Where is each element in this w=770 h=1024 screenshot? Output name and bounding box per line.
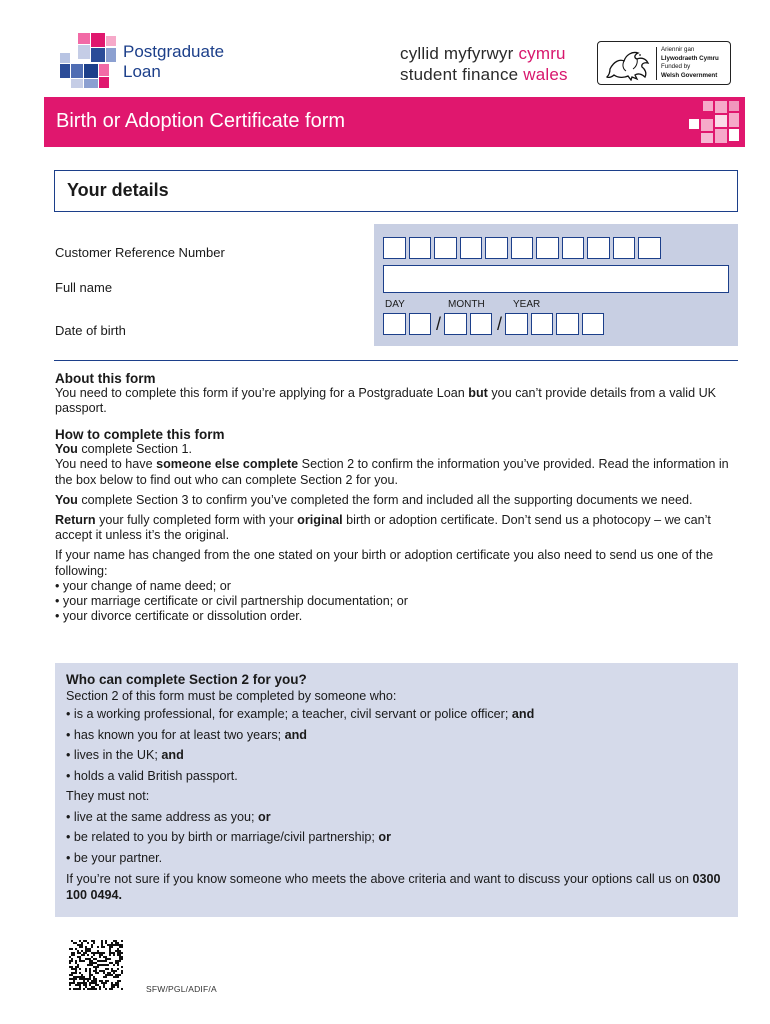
dob-year-box[interactable] (582, 313, 605, 335)
crn-char-box[interactable] (434, 237, 457, 259)
crn-char-box[interactable] (383, 237, 406, 259)
dob-label: Date of birth (55, 323, 126, 338)
title-decor-squares (689, 101, 741, 143)
form-code: SFW/PGL/ADIF/A (146, 984, 217, 994)
who-criteria-item: • is a working professional, for example; a teacher, civil servant or police officer; and (66, 707, 535, 721)
crn-char-box[interactable] (613, 237, 636, 259)
dob-month-box[interactable] (470, 313, 493, 335)
crn-label: Customer Reference Number (55, 245, 225, 260)
fullname-label: Full name (55, 280, 113, 295)
about-heading: About this form (55, 371, 156, 386)
crn-char-box[interactable] (562, 237, 585, 259)
pgl-logo-line1: Postgraduate (123, 42, 225, 61)
crn-char-box[interactable] (485, 237, 508, 259)
crn-char-box[interactable] (460, 237, 483, 259)
details-input-panel (374, 224, 738, 346)
dob-day-box[interactable] (409, 313, 432, 335)
wg-divider (656, 47, 657, 80)
crn-char-box[interactable] (587, 237, 610, 259)
how-bullet: • your marriage certificate or civil partnership documentation; or (55, 594, 408, 609)
crn-char-box[interactable] (409, 237, 432, 259)
pgl-logo-line2: Loan (123, 62, 161, 81)
wg-text (661, 46, 719, 80)
how-name-change: If your name has changed from the one stated on your birth or adoption certificate you also need to send us one of the following: (55, 548, 714, 578)
how-bullet: • your divorce certificate or dissolution order. (55, 609, 303, 624)
sfw-welsh-1: cyllid myfyrwyr (400, 44, 514, 63)
form-title: Birth or Adoption Certificate form (56, 110, 346, 132)
how-step2: You need to have someone else complete Section 2 to confirm the information you’ve provided. Read the information in the box below to find out who can complete Section 2 for you. (55, 457, 729, 487)
how-step3: You complete Section 3 to confirm you’ve completed the form and included all the supporting documents we need. (55, 492, 693, 507)
wg-line4: Welsh Government (661, 71, 718, 79)
section-divider (54, 360, 738, 361)
how-return: Return your fully completed form with your original birth or adoption certificate. Don’t send us a photocopy – we can’t accept it unless it’s the original. (55, 513, 711, 543)
who-exclusion-item: • be your partner. (66, 850, 163, 865)
postgraduate-loan-logo (60, 33, 260, 88)
dob-field (383, 313, 607, 335)
your-details-section (54, 170, 738, 212)
dob-year-label: YEAR (513, 299, 541, 310)
contact-phone[interactable]: 0300 100 0494. (66, 872, 721, 902)
wg-line3: Funded by (661, 63, 691, 71)
dob-day-box[interactable] (383, 313, 406, 335)
crn-char-box[interactable] (536, 237, 559, 259)
who-must-not: They must not: (66, 789, 150, 803)
wg-line2: Llywodraeth Cymru (661, 54, 719, 62)
dob-year-box[interactable] (505, 313, 528, 335)
your-details-heading: Your details (67, 180, 169, 200)
crn-field (383, 237, 661, 259)
crn-char-box[interactable] (511, 237, 534, 259)
fullname-field[interactable] (383, 265, 729, 293)
how-section (55, 427, 740, 624)
who-can-complete-panel (55, 663, 738, 917)
welsh-dragon-icon (604, 47, 654, 81)
pgl-logo-squares (60, 33, 118, 88)
dob-year-box[interactable] (531, 313, 554, 335)
how-step1: You complete Section 1. (55, 442, 192, 457)
dob-month-box[interactable] (444, 313, 467, 335)
who-exclusion-item: • be related to you by birth or marriage/civil partnership; or (66, 830, 391, 844)
how-bullet: • your change of name deed; or (55, 578, 231, 593)
form-title-band (44, 97, 745, 147)
qr-code-icon (69, 940, 123, 990)
dob-year-box[interactable] (556, 313, 579, 335)
who-criteria-item: • has known you for at least two years; and (66, 727, 307, 742)
about-section (55, 371, 740, 417)
who-criteria-item: • lives in the UK; and (66, 748, 184, 762)
who-heading: Who can complete Section 2 for you? (66, 672, 307, 687)
crn-char-box[interactable] (638, 237, 661, 259)
dob-month-label: MONTH (448, 299, 485, 310)
sfw-english-1: student finance (400, 65, 519, 84)
sfw-welsh-2: cymru (518, 44, 566, 63)
student-finance-wales-logo (400, 43, 568, 85)
sfw-english-2: wales (523, 65, 568, 84)
who-intro: Section 2 of this form must be completed by someone who: (66, 689, 397, 703)
dob-day-label: DAY (385, 299, 405, 310)
welsh-government-logo (597, 41, 731, 85)
about-text: You need to complete this form if you’re applying for a Postgraduate Loan but you can’t provide details from a valid UK passport. (55, 386, 717, 416)
who-criteria-item: • holds a valid British passport. (66, 768, 238, 783)
who-contact: If you’re not sure if you know someone who meets the above criteria and want to discuss your options call us on 0300 100 0494. (66, 872, 721, 902)
who-content (66, 671, 731, 903)
dob-slash: / (436, 313, 442, 334)
who-exclusion-item: • live at the same address as you; or (66, 809, 271, 824)
how-heading: How to complete this form (55, 427, 225, 442)
wg-line1: Ariennir gan (661, 46, 695, 53)
pgl-logo-text (123, 42, 224, 82)
dob-slash: / (497, 313, 503, 334)
